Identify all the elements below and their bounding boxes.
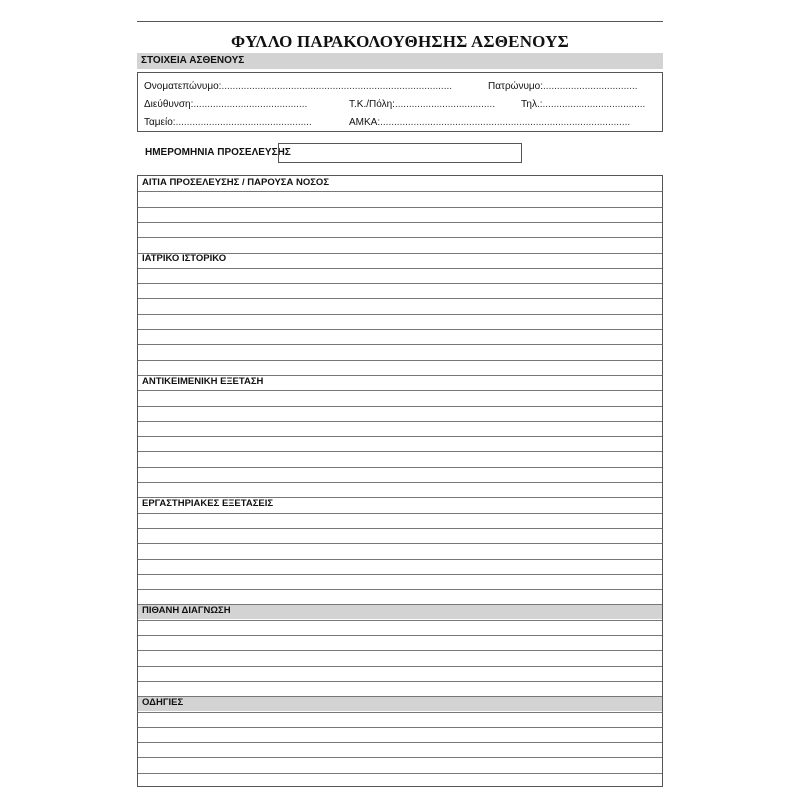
writing-line[interactable] bbox=[138, 604, 662, 605]
writing-line[interactable] bbox=[138, 406, 662, 407]
writing-line[interactable] bbox=[138, 207, 662, 208]
instructions-section-label: ΟΔΗΓΙΕΣ bbox=[142, 697, 184, 708]
postcode-city-row bbox=[349, 99, 495, 111]
writing-line[interactable] bbox=[138, 314, 662, 315]
amka-field[interactable]: .......................................................................................... bbox=[380, 117, 631, 128]
reason-section-label: ΑΙΤΙΑ ΠΡΟΣΕΛΕΥΣΗΣ / ΠΑΡΟΥΣΑ ΝΟΣΟΣ bbox=[142, 177, 330, 188]
writing-line[interactable] bbox=[138, 773, 662, 774]
postcode-city-field[interactable]: .................................... bbox=[394, 99, 495, 110]
insurance-label: Ταμείο: bbox=[144, 117, 176, 128]
visit-date-label: ΗΜΕΡΟΜΗΝΙΑ ΠΡΟΣΕΛΕΥΣΗΣ bbox=[145, 147, 291, 158]
phone-label: Τηλ.: bbox=[521, 99, 543, 110]
address-row bbox=[144, 99, 307, 111]
writing-line[interactable] bbox=[138, 451, 662, 452]
writing-line[interactable] bbox=[138, 222, 662, 223]
writing-line[interactable] bbox=[138, 742, 662, 743]
writing-line[interactable] bbox=[138, 390, 662, 391]
writing-line[interactable] bbox=[138, 268, 662, 269]
writing-line[interactable] bbox=[138, 513, 662, 514]
phone-row bbox=[521, 99, 645, 111]
full-name-label: Ονοματεπώνυμο: bbox=[144, 81, 222, 92]
writing-line[interactable] bbox=[138, 666, 662, 667]
phone-field[interactable]: ..................................... bbox=[542, 99, 646, 110]
amka-label: ΑΜΚΑ: bbox=[349, 117, 381, 128]
writing-line[interactable] bbox=[138, 360, 662, 361]
writing-line[interactable] bbox=[138, 344, 662, 345]
insurance-row bbox=[144, 117, 312, 129]
writing-line[interactable] bbox=[138, 482, 662, 483]
instructions-shade bbox=[138, 696, 662, 711]
writing-line[interactable] bbox=[138, 712, 662, 713]
writing-line[interactable] bbox=[138, 467, 662, 468]
exam-section-label: ΑΝΤΙΚΕΙΜΕΝΙΚΗ ΕΞΕΤΑΣΗ bbox=[142, 376, 264, 387]
lab-section-label: ΕΡΓΑΣΤΗΡΙΑΚΕΣ ΕΞΕΤΑΣΕΙΣ bbox=[142, 498, 274, 509]
postcode-city-label: Τ.Κ./Πόλη: bbox=[349, 99, 395, 110]
writing-line[interactable] bbox=[138, 191, 662, 192]
amka-row bbox=[349, 117, 630, 129]
writing-line[interactable] bbox=[138, 497, 662, 498]
writing-line[interactable] bbox=[138, 574, 662, 575]
father-name-field[interactable]: .................................. bbox=[543, 81, 638, 92]
address-label: Διεύθυνση: bbox=[144, 99, 194, 110]
full-name-field[interactable]: ................................................................................... bbox=[221, 81, 453, 92]
writing-line[interactable] bbox=[138, 237, 662, 238]
writing-line[interactable] bbox=[138, 559, 662, 560]
full-name-row bbox=[144, 81, 452, 93]
writing-line[interactable] bbox=[138, 727, 662, 728]
writing-line[interactable] bbox=[138, 528, 662, 529]
writing-line[interactable] bbox=[138, 436, 662, 437]
writing-line[interactable] bbox=[138, 543, 662, 544]
writing-line[interactable] bbox=[138, 253, 662, 254]
writing-line[interactable] bbox=[138, 589, 662, 590]
writing-line[interactable] bbox=[138, 421, 662, 422]
writing-line[interactable] bbox=[138, 375, 662, 376]
writing-line[interactable] bbox=[138, 650, 662, 651]
address-field[interactable]: ......................................... bbox=[193, 99, 308, 110]
writing-line[interactable] bbox=[138, 620, 662, 621]
writing-line[interactable] bbox=[138, 329, 662, 330]
writing-line[interactable] bbox=[138, 298, 662, 299]
form-title: ΦΥΛΛΟ ΠΑΡΑΚΟΛΟΥΘΗΣΗΣ ΑΣΘΕΝΟΥΣ bbox=[231, 32, 569, 51]
visit-date-field[interactable] bbox=[278, 143, 522, 163]
history-section-label: ΙΑΤΡΙΚΟ ΙΣΤΟΡΙΚΟ bbox=[142, 253, 227, 264]
writing-line[interactable] bbox=[138, 635, 662, 636]
patient-info-header: ΣΤΟΙΧΕΙΑ ΑΣΘΕΝΟΥΣ bbox=[137, 53, 663, 69]
patient-info-box bbox=[137, 72, 663, 132]
writing-line[interactable] bbox=[138, 681, 662, 682]
father-name-row bbox=[488, 81, 638, 93]
writing-line[interactable] bbox=[138, 757, 662, 758]
writing-line[interactable] bbox=[138, 696, 662, 697]
writing-line[interactable] bbox=[138, 283, 662, 284]
top-rule bbox=[137, 21, 663, 22]
diagnosis-section-label: ΠΙΘΑΝΗ ΔΙΑΓΝΩΣΗ bbox=[142, 605, 231, 616]
father-name-label: Πατρώνυμο: bbox=[488, 81, 544, 92]
insurance-field[interactable]: ................................................. bbox=[175, 117, 312, 128]
notes-area bbox=[137, 175, 663, 787]
